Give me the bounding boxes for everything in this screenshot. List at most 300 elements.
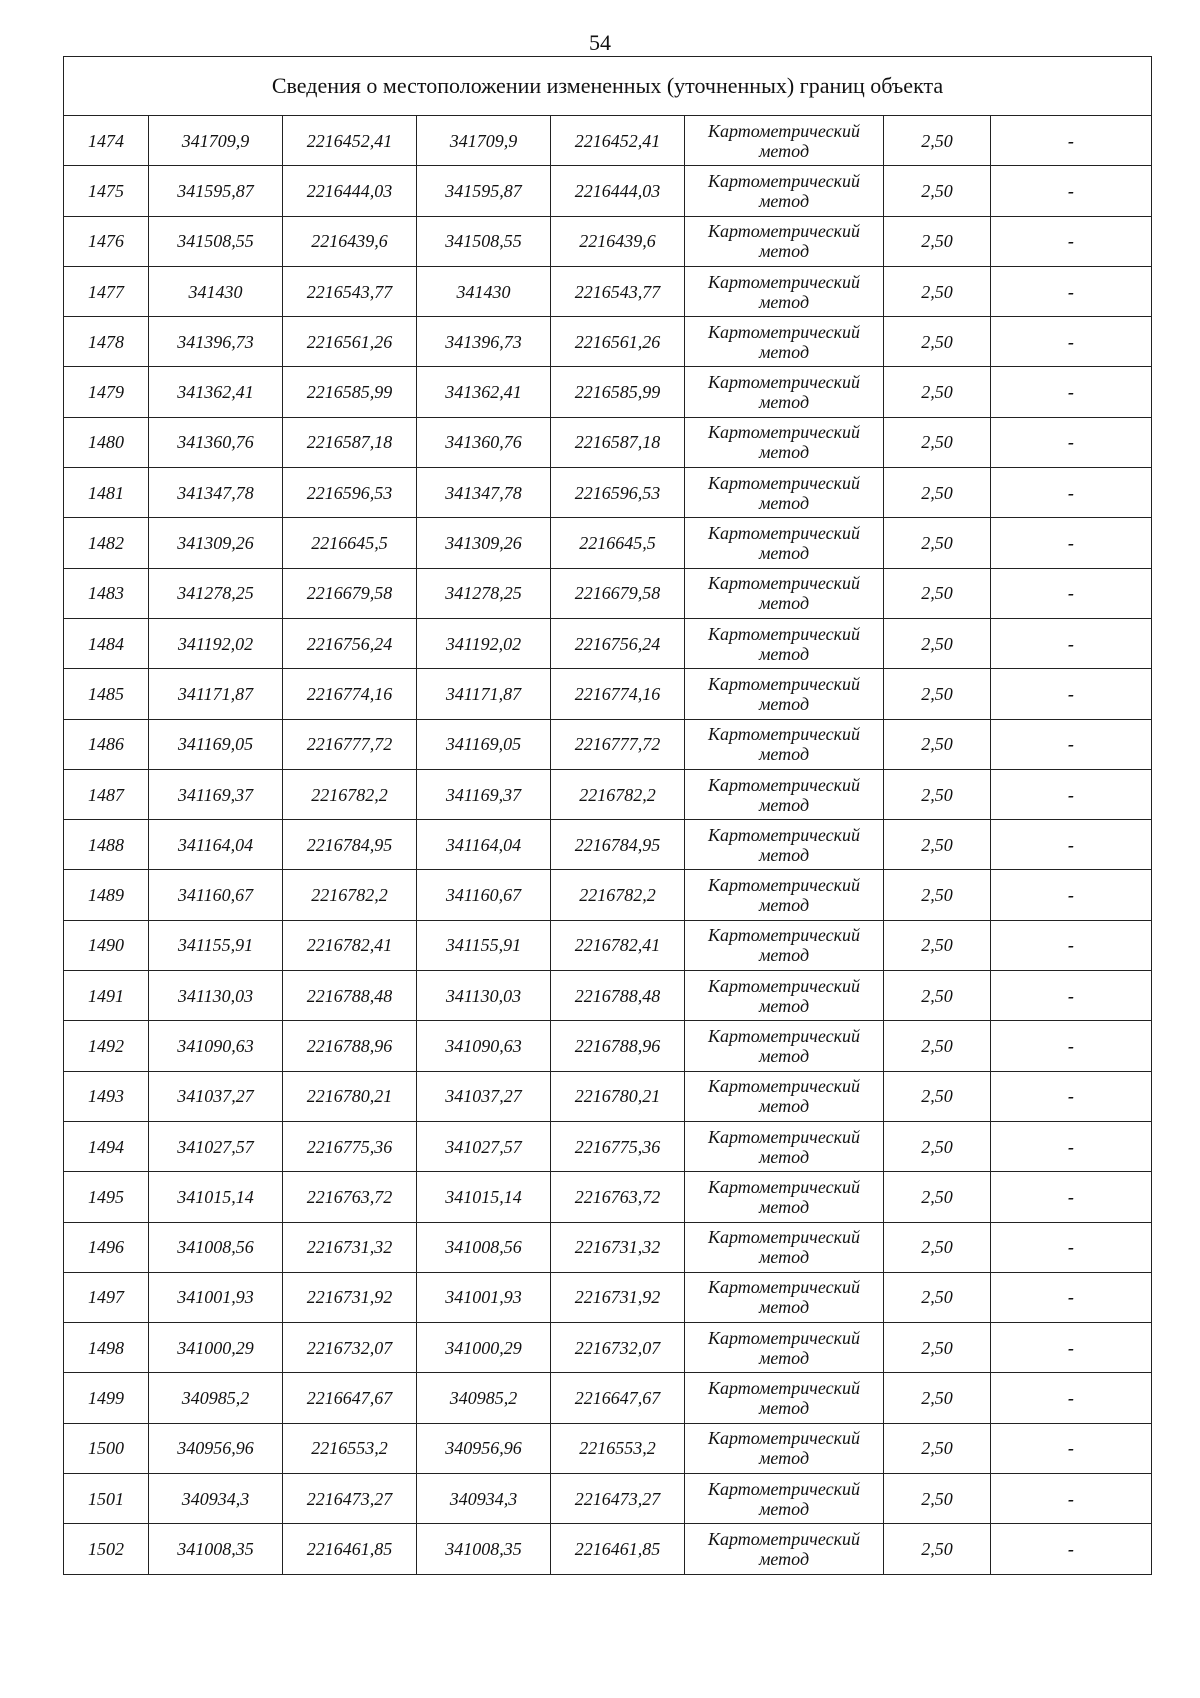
method-line-2: метод — [758, 1297, 810, 1318]
cell-accuracy: 2,50 — [884, 820, 991, 870]
cell-description: - — [991, 1121, 1152, 1171]
cell-refined-x: 341347,78 — [417, 468, 551, 518]
cell-existing-x: 341192,02 — [149, 618, 283, 668]
cell-existing-x: 341430 — [149, 266, 283, 316]
cell-existing-y: 2216782,2 — [283, 870, 417, 920]
table-row — [64, 417, 1152, 467]
cell-refined-x: 340934,3 — [417, 1474, 551, 1524]
cell-refined-y: 2216444,03 — [551, 166, 685, 216]
method-line-2: метод — [758, 1196, 810, 1217]
method-line-1: Картометрический — [707, 1277, 860, 1298]
cell-point-number: 1489 — [64, 870, 149, 920]
cell-method — [685, 1272, 884, 1322]
cell-accuracy: 2,50 — [884, 1222, 991, 1272]
method-line-2: метод — [758, 1096, 810, 1117]
cell-description: - — [991, 669, 1152, 719]
cell-existing-x: 341037,27 — [149, 1071, 283, 1121]
cell-refined-y: 2216561,26 — [551, 317, 685, 367]
table-row — [64, 367, 1152, 417]
method-line-1: Картометрический — [707, 271, 860, 292]
table-row — [64, 1021, 1152, 1071]
cell-existing-x: 340956,96 — [149, 1423, 283, 1473]
method-line-2: метод — [758, 895, 810, 916]
cell-description: - — [991, 266, 1152, 316]
cell-method — [685, 417, 884, 467]
cell-refined-x: 341008,56 — [417, 1222, 551, 1272]
cell-method — [685, 1172, 884, 1222]
cell-accuracy: 2,50 — [884, 266, 991, 316]
cell-description: - — [991, 417, 1152, 467]
cell-existing-y: 2216587,18 — [283, 417, 417, 467]
cell-point-number: 1482 — [64, 518, 149, 568]
cell-description: - — [991, 1222, 1152, 1272]
cell-refined-x: 341278,25 — [417, 568, 551, 618]
cell-point-number: 1501 — [64, 1474, 149, 1524]
table-row — [64, 1323, 1152, 1373]
cell-refined-x: 341309,26 — [417, 518, 551, 568]
cell-description: - — [991, 1323, 1152, 1373]
table-row — [64, 518, 1152, 568]
table-row — [64, 317, 1152, 367]
cell-point-number: 1484 — [64, 618, 149, 668]
cell-description: - — [991, 769, 1152, 819]
cell-refined-y: 2216782,41 — [551, 920, 685, 970]
cell-point-number: 1478 — [64, 317, 149, 367]
cell-refined-y: 2216543,77 — [551, 266, 685, 316]
table-row — [64, 1423, 1152, 1473]
cell-refined-x: 341709,9 — [417, 116, 551, 166]
cell-existing-y: 2216452,41 — [283, 116, 417, 166]
method-line-2: метод — [758, 1347, 810, 1368]
method-line-2: метод — [758, 1548, 810, 1569]
cell-refined-x: 340956,96 — [417, 1423, 551, 1473]
cell-point-number: 1483 — [64, 568, 149, 618]
cell-description: - — [991, 870, 1152, 920]
cell-refined-x: 341430 — [417, 266, 551, 316]
cell-accuracy: 2,50 — [884, 317, 991, 367]
cell-refined-y: 2216645,5 — [551, 518, 685, 568]
method-line-1: Картометрический — [707, 824, 860, 845]
method-line-1: Картометрический — [707, 975, 860, 996]
cell-method — [685, 920, 884, 970]
cell-existing-x: 341309,26 — [149, 518, 283, 568]
cell-existing-x: 341396,73 — [149, 317, 283, 367]
method-line-1: Картометрический — [707, 523, 860, 544]
cell-refined-x: 341192,02 — [417, 618, 551, 668]
table-row — [64, 1524, 1152, 1574]
method-line-1: Картометрический — [707, 925, 860, 946]
cell-method — [685, 468, 884, 518]
method-line-2: метод — [758, 643, 810, 664]
cell-point-number: 1477 — [64, 266, 149, 316]
cell-accuracy: 2,50 — [884, 971, 991, 1021]
cell-refined-y: 2216784,95 — [551, 820, 685, 870]
method-line-1: Картометрический — [707, 120, 860, 141]
method-line-1: Картометрический — [707, 372, 860, 393]
cell-method — [685, 518, 884, 568]
cell-existing-x: 341347,78 — [149, 468, 283, 518]
cell-description: - — [991, 1474, 1152, 1524]
method-line-1: Картометрический — [707, 472, 860, 493]
method-line-2: метод — [758, 744, 810, 765]
table-row — [64, 669, 1152, 719]
cell-description: - — [991, 166, 1152, 216]
cell-point-number: 1476 — [64, 216, 149, 266]
cell-method — [685, 1524, 884, 1574]
cell-description: - — [991, 1172, 1152, 1222]
cell-existing-x: 341008,56 — [149, 1222, 283, 1272]
cell-point-number: 1487 — [64, 769, 149, 819]
method-line-2: метод — [758, 995, 810, 1016]
cell-existing-x: 341015,14 — [149, 1172, 283, 1222]
cell-refined-y: 2216788,96 — [551, 1021, 685, 1071]
cell-description: - — [991, 719, 1152, 769]
cell-refined-y: 2216452,41 — [551, 116, 685, 166]
cell-refined-x: 340985,2 — [417, 1373, 551, 1423]
cell-accuracy: 2,50 — [884, 669, 991, 719]
cell-refined-y: 2216774,16 — [551, 669, 685, 719]
cell-point-number: 1500 — [64, 1423, 149, 1473]
cell-method — [685, 367, 884, 417]
cell-refined-x: 341160,67 — [417, 870, 551, 920]
cell-point-number: 1496 — [64, 1222, 149, 1272]
cell-accuracy: 2,50 — [884, 468, 991, 518]
cell-point-number: 1486 — [64, 719, 149, 769]
cell-point-number: 1493 — [64, 1071, 149, 1121]
method-line-1: Картометрический — [707, 1528, 860, 1549]
cell-method — [685, 116, 884, 166]
page-number: 54 — [589, 30, 611, 55]
cell-method — [685, 769, 884, 819]
cell-refined-x: 341015,14 — [417, 1172, 551, 1222]
cell-description: - — [991, 1373, 1152, 1423]
cell-accuracy: 2,50 — [884, 1524, 991, 1574]
method-line-2: метод — [758, 593, 810, 614]
cell-point-number: 1499 — [64, 1373, 149, 1423]
cell-description: - — [991, 1272, 1152, 1322]
cell-accuracy: 2,50 — [884, 1021, 991, 1071]
cell-refined-x: 341360,76 — [417, 417, 551, 467]
cell-existing-x: 341160,67 — [149, 870, 283, 920]
cell-description: - — [991, 820, 1152, 870]
cell-refined-y: 2216782,2 — [551, 769, 685, 819]
method-line-1: Картометрический — [707, 1126, 860, 1147]
method-line-1: Картометрический — [707, 875, 860, 896]
cell-description: - — [991, 1524, 1152, 1574]
cell-refined-y: 2216439,6 — [551, 216, 685, 266]
cell-method — [685, 820, 884, 870]
cell-description: - — [991, 216, 1152, 266]
cell-refined-y: 2216596,53 — [551, 468, 685, 518]
cell-existing-y: 2216444,03 — [283, 166, 417, 216]
table-row — [64, 1272, 1152, 1322]
cell-point-number: 1480 — [64, 417, 149, 467]
cell-existing-x: 341001,93 — [149, 1272, 283, 1322]
method-line-2: метод — [758, 241, 810, 262]
cell-existing-y: 2216645,5 — [283, 518, 417, 568]
cell-existing-x: 341169,05 — [149, 719, 283, 769]
cell-existing-y: 2216473,27 — [283, 1474, 417, 1524]
cell-method — [685, 266, 884, 316]
method-line-2: метод — [758, 190, 810, 211]
method-line-2: метод — [758, 794, 810, 815]
cell-existing-y: 2216774,16 — [283, 669, 417, 719]
cell-method — [685, 1373, 884, 1423]
cell-method — [685, 1423, 884, 1473]
cell-point-number: 1485 — [64, 669, 149, 719]
cell-existing-x: 341090,63 — [149, 1021, 283, 1071]
table-row — [64, 920, 1152, 970]
method-line-2: метод — [758, 693, 810, 714]
cell-refined-y: 2216732,07 — [551, 1323, 685, 1373]
cell-accuracy: 2,50 — [884, 1121, 991, 1171]
boundary-coordinates-table — [63, 56, 1152, 1575]
cell-point-number: 1479 — [64, 367, 149, 417]
cell-refined-y: 2216731,92 — [551, 1272, 685, 1322]
method-line-1: Картометрический — [707, 1076, 860, 1097]
method-line-2: метод — [758, 945, 810, 966]
cell-existing-y: 2216585,99 — [283, 367, 417, 417]
cell-refined-x: 341396,73 — [417, 317, 551, 367]
method-line-1: Картометрический — [707, 573, 860, 594]
table-row — [64, 719, 1152, 769]
table-row — [64, 1222, 1152, 1272]
cell-description: - — [991, 468, 1152, 518]
method-line-2: метод — [758, 844, 810, 865]
cell-point-number: 1474 — [64, 116, 149, 166]
method-line-1: Картометрический — [707, 1176, 860, 1197]
cell-point-number: 1481 — [64, 468, 149, 518]
cell-existing-y: 2216780,21 — [283, 1071, 417, 1121]
cell-existing-y: 2216784,95 — [283, 820, 417, 870]
method-line-1: Картометрический — [707, 321, 860, 342]
cell-method — [685, 1323, 884, 1373]
cell-refined-x: 341008,35 — [417, 1524, 551, 1574]
cell-method — [685, 719, 884, 769]
cell-point-number: 1495 — [64, 1172, 149, 1222]
method-line-1: Картометрический — [707, 422, 860, 443]
table-caption-row — [64, 57, 1152, 116]
cell-existing-y: 2216763,72 — [283, 1172, 417, 1222]
table-row — [64, 971, 1152, 1021]
cell-accuracy: 2,50 — [884, 1172, 991, 1222]
cell-refined-x: 341000,29 — [417, 1323, 551, 1373]
cell-description: - — [991, 568, 1152, 618]
cell-existing-y: 2216553,2 — [283, 1423, 417, 1473]
method-line-1: Картометрический — [707, 221, 860, 242]
table-row — [64, 769, 1152, 819]
cell-refined-x: 341169,05 — [417, 719, 551, 769]
cell-existing-x: 341595,87 — [149, 166, 283, 216]
cell-refined-y: 2216553,2 — [551, 1423, 685, 1473]
method-line-1: Картометрический — [707, 1025, 860, 1046]
cell-refined-y: 2216587,18 — [551, 417, 685, 467]
cell-method — [685, 568, 884, 618]
cell-accuracy: 2,50 — [884, 870, 991, 920]
cell-refined-x: 341001,93 — [417, 1272, 551, 1322]
cell-existing-x: 341508,55 — [149, 216, 283, 266]
cell-existing-x: 341362,41 — [149, 367, 283, 417]
cell-refined-y: 2216461,85 — [551, 1524, 685, 1574]
cell-existing-x: 341164,04 — [149, 820, 283, 870]
cell-accuracy: 2,50 — [884, 1423, 991, 1473]
cell-refined-x: 341508,55 — [417, 216, 551, 266]
method-line-1: Картометрический — [707, 673, 860, 694]
cell-refined-y: 2216756,24 — [551, 618, 685, 668]
cell-method — [685, 1222, 884, 1272]
cell-existing-x: 341709,9 — [149, 116, 283, 166]
cell-accuracy: 2,50 — [884, 1373, 991, 1423]
cell-existing-x: 341169,37 — [149, 769, 283, 819]
cell-point-number: 1494 — [64, 1121, 149, 1171]
cell-existing-y: 2216777,72 — [283, 719, 417, 769]
method-line-1: Картометрический — [707, 1428, 860, 1449]
cell-existing-x: 341008,35 — [149, 1524, 283, 1574]
cell-refined-x: 341171,87 — [417, 669, 551, 719]
cell-existing-y: 2216461,85 — [283, 1524, 417, 1574]
cell-accuracy: 2,50 — [884, 166, 991, 216]
cell-point-number: 1491 — [64, 971, 149, 1021]
method-line-1: Картометрический — [707, 774, 860, 795]
table-row — [64, 1121, 1152, 1171]
cell-existing-x: 341155,91 — [149, 920, 283, 970]
cell-refined-y: 2216473,27 — [551, 1474, 685, 1524]
cell-existing-y: 2216788,48 — [283, 971, 417, 1021]
cell-method — [685, 618, 884, 668]
cell-existing-x: 341360,76 — [149, 417, 283, 467]
table-row — [64, 216, 1152, 266]
table-row — [64, 568, 1152, 618]
table-row — [64, 618, 1152, 668]
cell-description: - — [991, 1021, 1152, 1071]
cell-accuracy: 2,50 — [884, 920, 991, 970]
cell-existing-x: 340934,3 — [149, 1474, 283, 1524]
cell-point-number: 1490 — [64, 920, 149, 970]
method-line-2: метод — [758, 1398, 810, 1419]
cell-description: - — [991, 1423, 1152, 1473]
cell-existing-y: 2216679,58 — [283, 568, 417, 618]
cell-existing-x: 340985,2 — [149, 1373, 283, 1423]
method-line-1: Картометрический — [707, 623, 860, 644]
cell-existing-x: 341027,57 — [149, 1121, 283, 1171]
method-line-2: метод — [758, 543, 810, 564]
cell-existing-y: 2216775,36 — [283, 1121, 417, 1171]
cell-refined-y: 2216788,48 — [551, 971, 685, 1021]
cell-accuracy: 2,50 — [884, 216, 991, 266]
cell-accuracy: 2,50 — [884, 1474, 991, 1524]
method-line-2: метод — [758, 1498, 810, 1519]
cell-method — [685, 971, 884, 1021]
cell-accuracy: 2,50 — [884, 769, 991, 819]
cell-accuracy: 2,50 — [884, 417, 991, 467]
cell-description: - — [991, 971, 1152, 1021]
cell-existing-x: 341278,25 — [149, 568, 283, 618]
cell-point-number: 1488 — [64, 820, 149, 870]
cell-refined-y: 2216777,72 — [551, 719, 685, 769]
cell-accuracy: 2,50 — [884, 1323, 991, 1373]
cell-description: - — [991, 518, 1152, 568]
cell-accuracy: 2,50 — [884, 568, 991, 618]
cell-refined-y: 2216647,67 — [551, 1373, 685, 1423]
cell-refined-x: 341362,41 — [417, 367, 551, 417]
table-row — [64, 1172, 1152, 1222]
cell-existing-y: 2216731,92 — [283, 1272, 417, 1322]
method-line-2: метод — [758, 291, 810, 312]
cell-accuracy: 2,50 — [884, 116, 991, 166]
table-caption: Сведения о местоположении измененных (уточненных) границ объекта — [64, 57, 1152, 116]
cell-existing-y: 2216732,07 — [283, 1323, 417, 1373]
cell-existing-y: 2216561,26 — [283, 317, 417, 367]
method-line-1: Картометрический — [707, 1478, 860, 1499]
cell-existing-x: 341130,03 — [149, 971, 283, 1021]
cell-point-number: 1492 — [64, 1021, 149, 1071]
cell-refined-y: 2216679,58 — [551, 568, 685, 618]
cell-existing-y: 2216439,6 — [283, 216, 417, 266]
cell-refined-y: 2216775,36 — [551, 1121, 685, 1171]
cell-existing-y: 2216543,77 — [283, 266, 417, 316]
table-row — [64, 468, 1152, 518]
cell-description: - — [991, 618, 1152, 668]
cell-refined-x: 341595,87 — [417, 166, 551, 216]
cell-refined-x: 341155,91 — [417, 920, 551, 970]
cell-existing-x: 341000,29 — [149, 1323, 283, 1373]
cell-existing-y: 2216596,53 — [283, 468, 417, 518]
cell-existing-y: 2216756,24 — [283, 618, 417, 668]
cell-refined-x: 341027,57 — [417, 1121, 551, 1171]
cell-refined-y: 2216780,21 — [551, 1071, 685, 1121]
table-row — [64, 116, 1152, 166]
method-line-2: метод — [758, 1146, 810, 1167]
method-line-2: метод — [758, 1045, 810, 1066]
table-row — [64, 1474, 1152, 1524]
cell-existing-y: 2216731,32 — [283, 1222, 417, 1272]
cell-accuracy: 2,50 — [884, 1272, 991, 1322]
method-line-2: метод — [758, 341, 810, 362]
cell-existing-y: 2216782,41 — [283, 920, 417, 970]
cell-method — [685, 1121, 884, 1171]
method-line-1: Картометрический — [707, 170, 860, 191]
cell-existing-y: 2216788,96 — [283, 1021, 417, 1071]
cell-method — [685, 216, 884, 266]
method-line-2: метод — [758, 1247, 810, 1268]
cell-existing-y: 2216647,67 — [283, 1373, 417, 1423]
cell-method — [685, 1021, 884, 1071]
table-row — [64, 820, 1152, 870]
cell-description: - — [991, 1071, 1152, 1121]
cell-description: - — [991, 367, 1152, 417]
cell-description: - — [991, 920, 1152, 970]
table-row — [64, 870, 1152, 920]
table-row — [64, 1373, 1152, 1423]
cell-method — [685, 317, 884, 367]
cell-method — [685, 1474, 884, 1524]
cell-refined-x: 341164,04 — [417, 820, 551, 870]
cell-refined-y: 2216782,2 — [551, 870, 685, 920]
cell-refined-y: 2216763,72 — [551, 1172, 685, 1222]
cell-existing-y: 2216782,2 — [283, 769, 417, 819]
cell-method — [685, 1071, 884, 1121]
cell-description: - — [991, 317, 1152, 367]
method-line-1: Картометрический — [707, 724, 860, 745]
cell-refined-y: 2216731,32 — [551, 1222, 685, 1272]
cell-point-number: 1475 — [64, 166, 149, 216]
cell-point-number: 1497 — [64, 1272, 149, 1322]
cell-method — [685, 166, 884, 216]
method-line-2: метод — [758, 1448, 810, 1469]
cell-accuracy: 2,50 — [884, 1071, 991, 1121]
cell-accuracy: 2,50 — [884, 518, 991, 568]
method-line-2: метод — [758, 392, 810, 413]
